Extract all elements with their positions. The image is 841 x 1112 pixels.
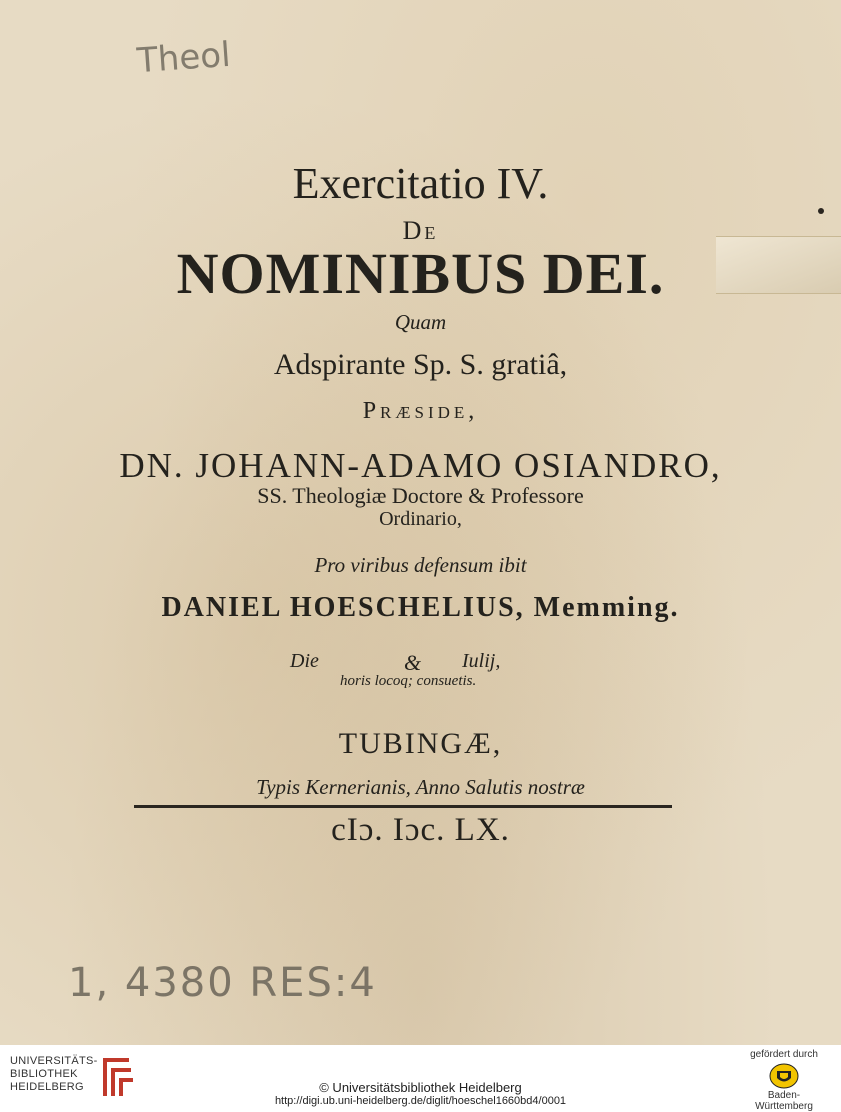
date-ampersand: & [404, 650, 422, 675]
sponsor-name: Baden-Württemberg [755, 1090, 813, 1112]
line-defensum: Pro viribus defensum ibit [314, 553, 527, 577]
line-year: cIɔ. Iɔc. LX. [331, 812, 510, 848]
line-adspirante: Adspirante Sp. S. gratiâ, [273, 348, 568, 381]
date-iulii: Iulij, [462, 650, 501, 672]
line-praeses-title: SS. Theologiæ Doctore & Professore [257, 483, 584, 508]
handwritten-shelfmark: 1, 4380 RES:4 [68, 960, 377, 1006]
baden-wuerttemberg-logo-icon[interactable] [769, 1063, 799, 1089]
line-place: TUBINGÆ, [338, 727, 503, 760]
title-line-de: De [402, 216, 439, 245]
line-ordinario: Ordinario, [379, 508, 462, 530]
imprint-rule [134, 805, 672, 808]
line-respondent: DANIEL HOESCHELIUS, Memming. [161, 592, 680, 623]
line-quam: Quam [394, 310, 447, 334]
line-horis: horis locoq; consuetis. [340, 673, 477, 689]
library-name-line3: HEIDELBERG [10, 1081, 84, 1093]
line-typis: Typis Kernerianis, Anno Salutis nostræ [256, 775, 585, 799]
date-die: Die [290, 650, 319, 672]
permalink-url[interactable]: http://digi.ub.uni-heidelberg.de/diglit/hoeschel1660bd4/0001 [274, 1095, 567, 1107]
library-name-line2: BIBLIOTHEK [10, 1068, 78, 1080]
footer-bar [0, 1045, 841, 1112]
title-line-exercitatio: Exercitatio IV. [292, 159, 549, 208]
line-praeside: Præside, [362, 398, 479, 424]
handwritten-note-top: Theol [135, 34, 232, 82]
sponsor-label: gefördert durch [750, 1049, 818, 1060]
sponsor-block [739, 1049, 829, 1112]
copyright-notice: © Universitätsbibliothek Heidelberg [319, 1080, 522, 1095]
library-name-line1: UNIVERSITÄTS- [10, 1055, 98, 1067]
title-line-main: NOMINIBUS DEI. [176, 241, 665, 306]
line-praeses-name: DN. JOHANN-ADAMO OSIANDRO, [119, 446, 722, 485]
